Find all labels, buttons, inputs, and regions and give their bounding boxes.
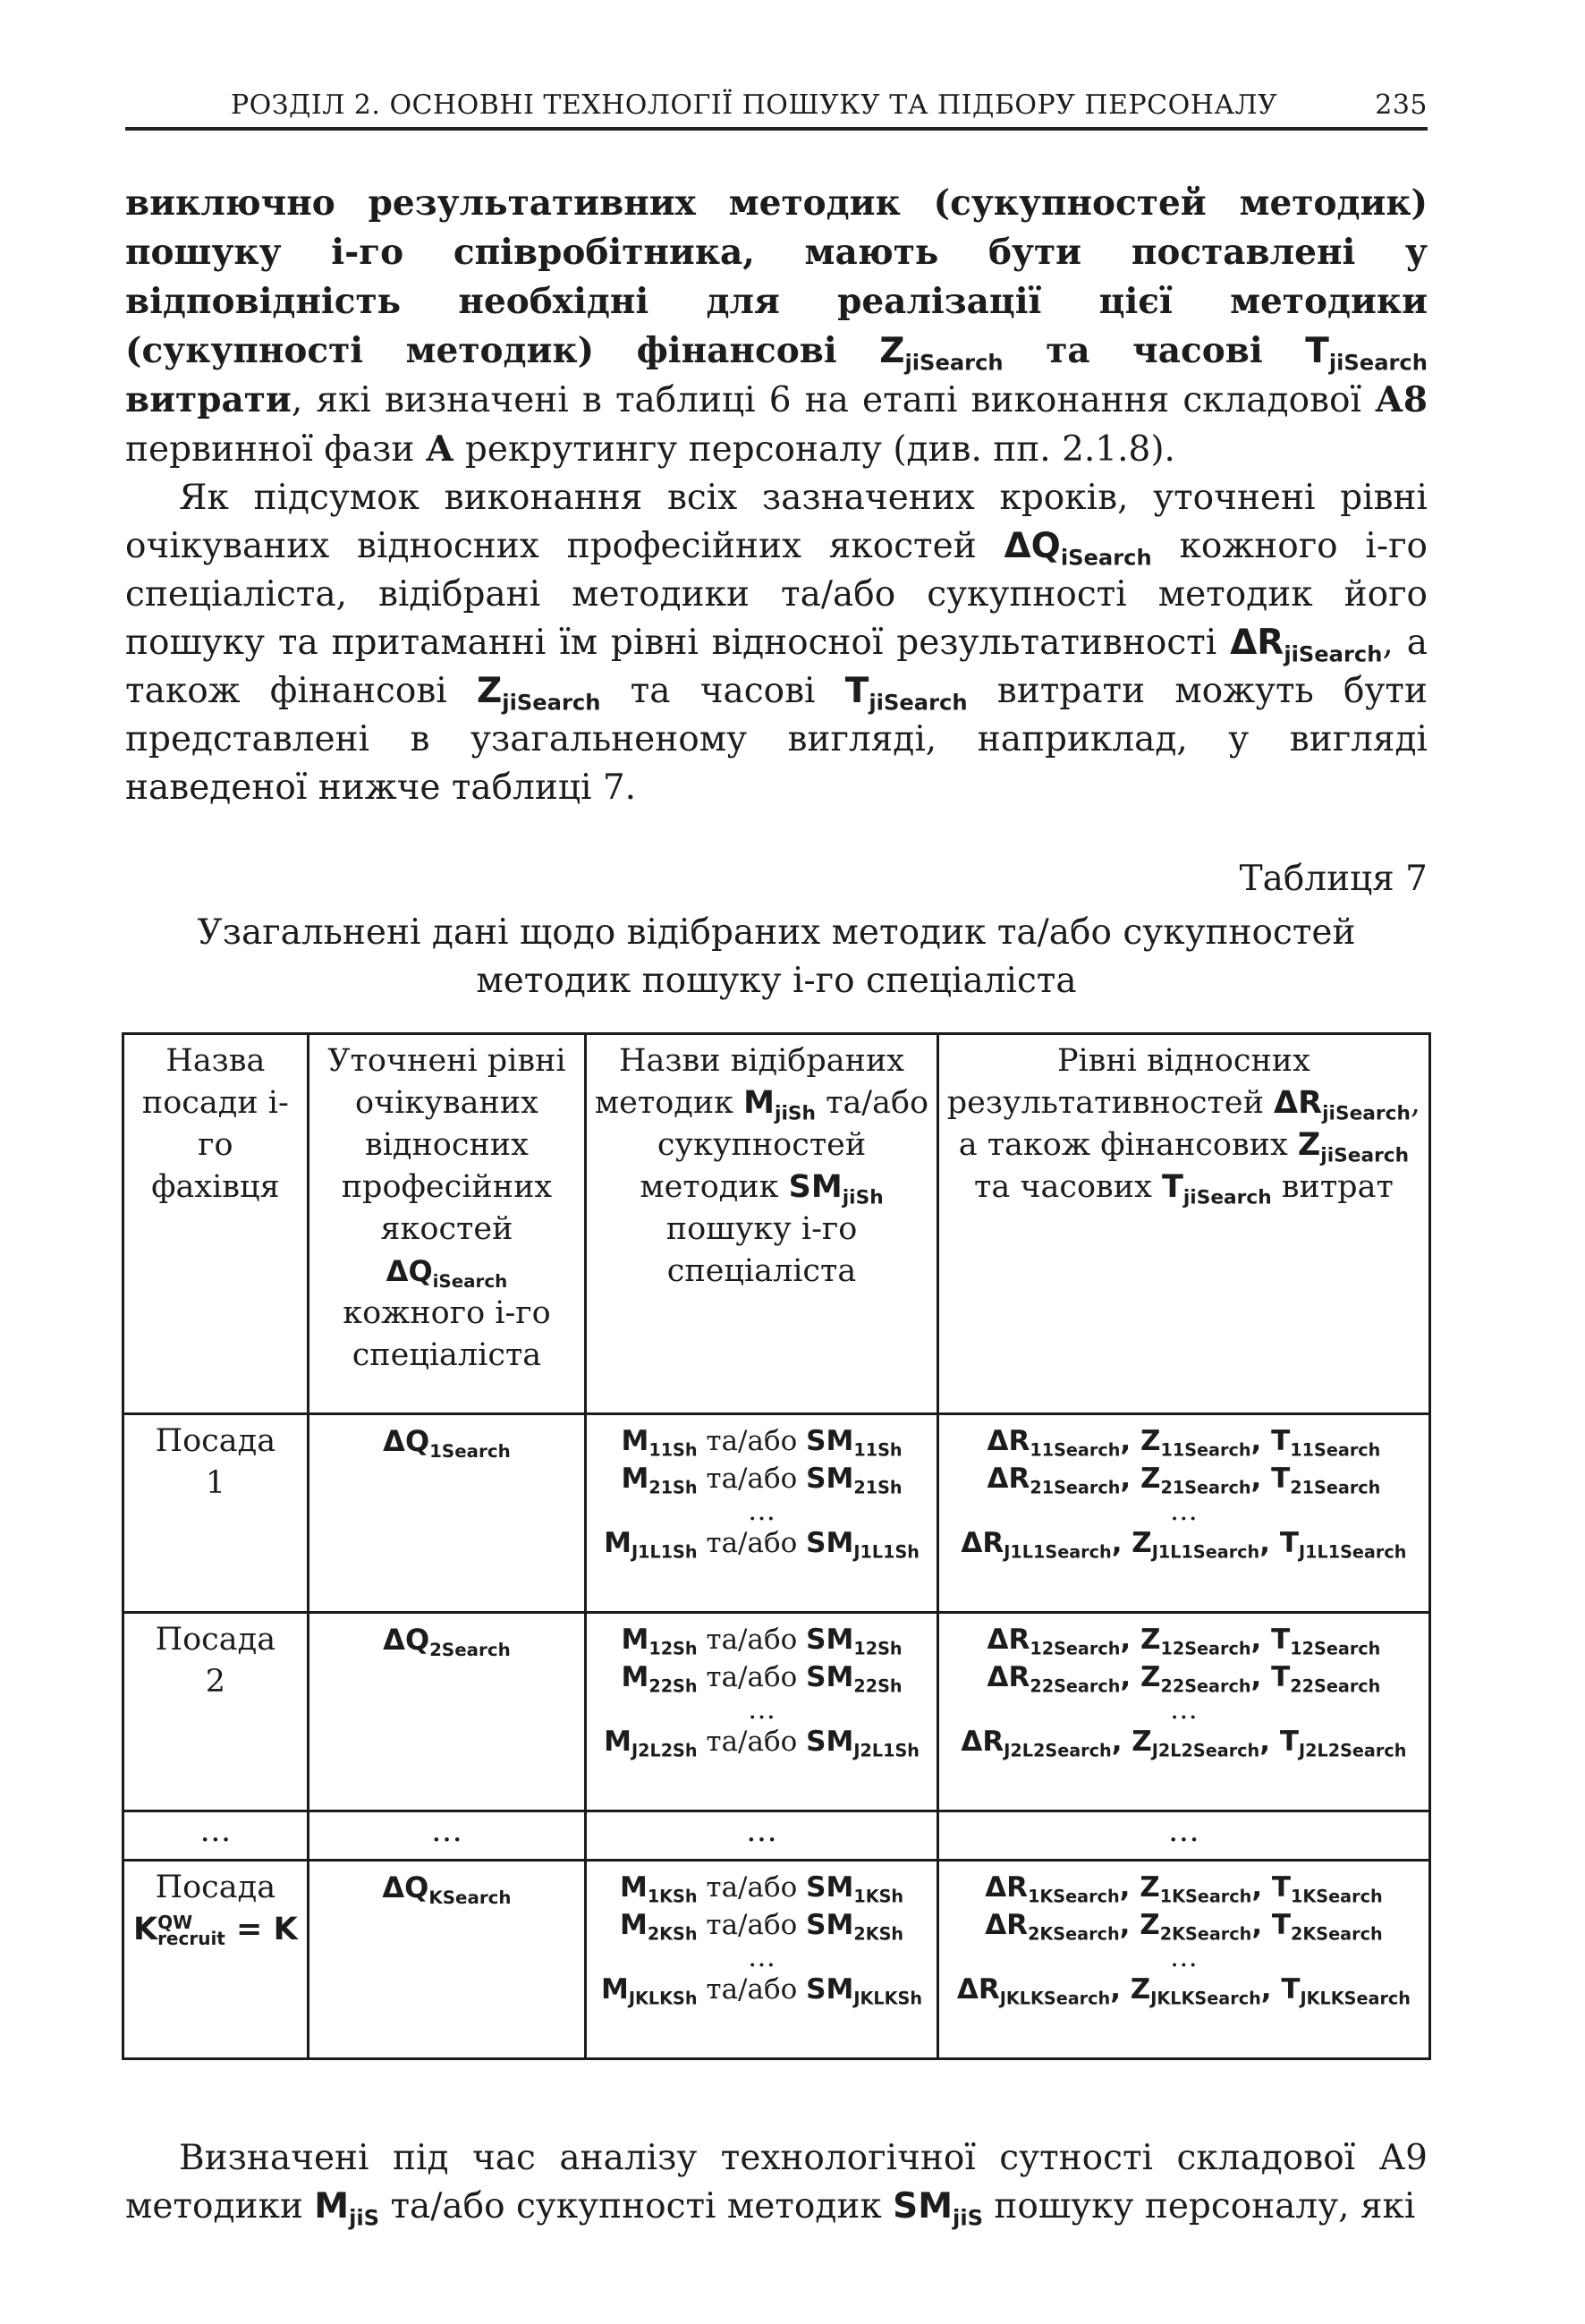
symbol-t: $T_{jiSearch}$ (1305, 331, 1428, 376)
table-header-row (123, 1034, 1430, 1414)
cell-quality: $\Delta Q_{KSearch}$ (308, 1861, 586, 2059)
body-text: витрати можуть бути представлені в узагальненому вигляді, наприклад, у вигляді наведеної нижче таблиці 7. (125, 671, 1428, 808)
ellipsis: … (748, 1495, 776, 1527)
symbol-sm: $SM_{jiS}$ (893, 2186, 984, 2231)
ellipsis: … (123, 1811, 309, 1861)
header-methods: Назви відібраних методик $M_{jiSh}$ та/або сукупностей методик $SM_{jiSh}$ пошуку і-го спеціаліста (586, 1034, 938, 1414)
cell-methods (586, 1613, 938, 1811)
method-line: $M_{J2L2Sh}$ та/або $SM_{J2L1Sh}$ (604, 1726, 920, 1761)
cell-quality: $\Delta Q_{1Search}$ (308, 1414, 586, 1613)
value-line: $\Delta R_{J1L1Search}$, $Z_{J1L1Search}$, $T_{J1L1Search}$ (961, 1527, 1407, 1563)
symbol-m: $M_{jiSh}$ (743, 1085, 816, 1125)
bold-text: А8 (1375, 379, 1428, 420)
table-label: Таблиця 7 (1239, 859, 1428, 899)
ellipsis: … (748, 1693, 776, 1726)
value-line: $\Delta R_{JKLKSearch}$, $Z_{JKLKSearch}$, $T_{JKLKSearch}$ (956, 1973, 1411, 2009)
running-header (125, 86, 1428, 131)
value-line: $\Delta R_{1KSearch}$, $Z_{1KSearch}$, $T_{1KSearch}$ (985, 1871, 1383, 1907)
ellipsis: … (1169, 1941, 1198, 1973)
method-line: $M_{11Sh}$ та/або $SM_{11Sh}$ (621, 1425, 903, 1461)
body-text: пошуку персоналу, які (983, 2186, 1416, 2226)
method-line: $M_{12Sh}$ та/або $SM_{12Sh}$ (621, 1624, 903, 1659)
method-line: $M_{J1L1Sh}$ та/або $SM_{J1L1Sh}$ (604, 1527, 920, 1563)
paragraph-2 (125, 474, 1428, 812)
cell-values (937, 1613, 1429, 1811)
table-row-ellipsis (123, 1811, 1430, 1861)
table-title (125, 909, 1428, 1005)
method-line: $M_{JKLKSh}$ та/або $SM_{JKLKSh}$ (601, 1973, 922, 2009)
cell-quality: $\Delta Q_{2Search}$ (308, 1613, 586, 1811)
symbol-m: $M_{jiS}$ (314, 2186, 380, 2231)
header-results: Рівні відносних результативностей $\Delta R_{jiSearch}$, а також фінансових $Z_{jiSearch}$ та часових $T_{jiSearch}$ витрат (937, 1034, 1429, 1414)
ellipsis: … (1169, 1495, 1198, 1527)
value-line: $\Delta R_{11Search}$, $Z_{11Search}$, $T_{11Search}$ (987, 1425, 1381, 1461)
value-line: $\Delta R_{2KSearch}$, $Z_{2KSearch}$, $T_{2KSearch}$ (985, 1909, 1383, 1945)
bold-text: виключно результативних методик (сукупностей методик) пошуку і-го співробітника, мають бути поставлені у відповідність необхідні для реалізації цієї методики (сукупності методик) фінансові (125, 182, 1428, 371)
table-title-line: Узагальнені дані щодо відібраних методик та/або сукупностей (197, 912, 1356, 953)
symbol-z: $Z_{jiSearch}$ (477, 671, 601, 716)
body-text: та/або сукупності методик (379, 2186, 894, 2226)
symbol-t: $T_{jiSearch}$ (844, 671, 968, 716)
symbol-t: $T_{jiSearch}$ (1161, 1169, 1272, 1209)
paragraph-1 (125, 179, 1428, 474)
symbol-z: $Z_{jiSearch}$ (879, 331, 1004, 376)
cell-position: Посада 1 (123, 1414, 309, 1613)
bold-text: А (425, 428, 454, 470)
methods-table (122, 1032, 1431, 2060)
body-text: кожного і-го спеціаліста, відібрані методики та/або сукупності методик його пошуку та притаманні їм рівні відносної результативності (125, 526, 1428, 663)
body-text: первинної фази (125, 429, 426, 470)
cell-position: Посада KQW recruit = K (123, 1861, 309, 2059)
method-line: $M_{1KSh}$ та/або $SM_{1KSh}$ (619, 1871, 904, 1907)
bold-text: та часові (1003, 330, 1306, 371)
table-row (123, 1613, 1430, 1811)
chapter-title: РОЗДІЛ 2. ОСНОВНІ ТЕХНОЛОГІЇ ПОШУКУ ТА ПІДБОРУ ПЕРСОНАЛУ (231, 89, 1278, 121)
body-text: та часові (600, 671, 845, 711)
ellipsis: … (748, 1941, 776, 1973)
symbol-dq: $\Delta Q_{iSearch}$ (386, 1254, 508, 1292)
body-text: Як підсумок виконання всіх зазначених кроків, уточнені рівні очікуваних відносних професійних якостей (125, 478, 1428, 566)
symbol-dr: $\Delta R_{jiSearch}$ (1230, 623, 1383, 667)
method-line: $M_{2KSh}$ та/або $SM_{2KSh}$ (619, 1909, 904, 1945)
value-line: $\Delta R_{22Search}$, $Z_{22Search}$, $T_{22Search}$ (987, 1661, 1381, 1697)
table-title-line: методик пошуку і-го спеціаліста (476, 961, 1077, 1001)
page-number: 235 (1375, 89, 1428, 121)
ellipsis: … (586, 1811, 938, 1861)
ellipsis: … (308, 1811, 586, 1861)
value-line: $\Delta R_{12Search}$, $Z_{12Search}$, $T_{12Search}$ (987, 1624, 1381, 1659)
symbol-dq: $\Delta Q_{iSearch}$ (1004, 526, 1152, 571)
body-text: , а також фінансові (125, 623, 1428, 711)
header-position: Назва посади і-го фахівця (123, 1034, 309, 1414)
method-line: $M_{21Sh}$ та/або $SM_{21Sh}$ (621, 1463, 903, 1498)
body-text: Визначені під час аналізу технологічної сутності складової А9 методики (125, 2138, 1428, 2226)
table-row (123, 1414, 1430, 1613)
value-line: $\Delta R_{J2L2Search}$, $Z_{J2L2Search}$, $T_{J2L2Search}$ (961, 1726, 1407, 1761)
body-text: рекрутингу персоналу (див. пп. 2.1.8). (453, 429, 1175, 470)
cell-position: Посада 2 (123, 1613, 309, 1811)
ellipsis: … (937, 1811, 1429, 1861)
value-line: $\Delta R_{21Search}$, $Z_{21Search}$, $T_{21Search}$ (987, 1463, 1381, 1498)
table-row (123, 1861, 1430, 2059)
cell-values (937, 1414, 1429, 1613)
header-quality-levels: Уточнені рівні очікуваних відносних професійних якостей $\Delta Q_{iSearch}$ кожного і-го спеціаліста (308, 1034, 586, 1414)
symbol-sm: $SM_{jiSh}$ (788, 1169, 884, 1209)
cell-methods (586, 1414, 938, 1613)
symbol-z: $Z_{jiSearch}$ (1297, 1127, 1410, 1167)
body-text: , які визначені в таблиці 6 на етапі виконання складової (291, 380, 1376, 420)
cell-methods (586, 1861, 938, 2059)
method-line: $M_{22Sh}$ та/або $SM_{22Sh}$ (621, 1661, 903, 1697)
cell-values (937, 1861, 1429, 2059)
paragraph-3 (125, 2134, 1428, 2231)
ellipsis: … (1169, 1693, 1198, 1726)
symbol-dr: $\Delta R_{jiSearch}$ (1274, 1085, 1411, 1125)
bold-text: витрати (125, 379, 292, 420)
